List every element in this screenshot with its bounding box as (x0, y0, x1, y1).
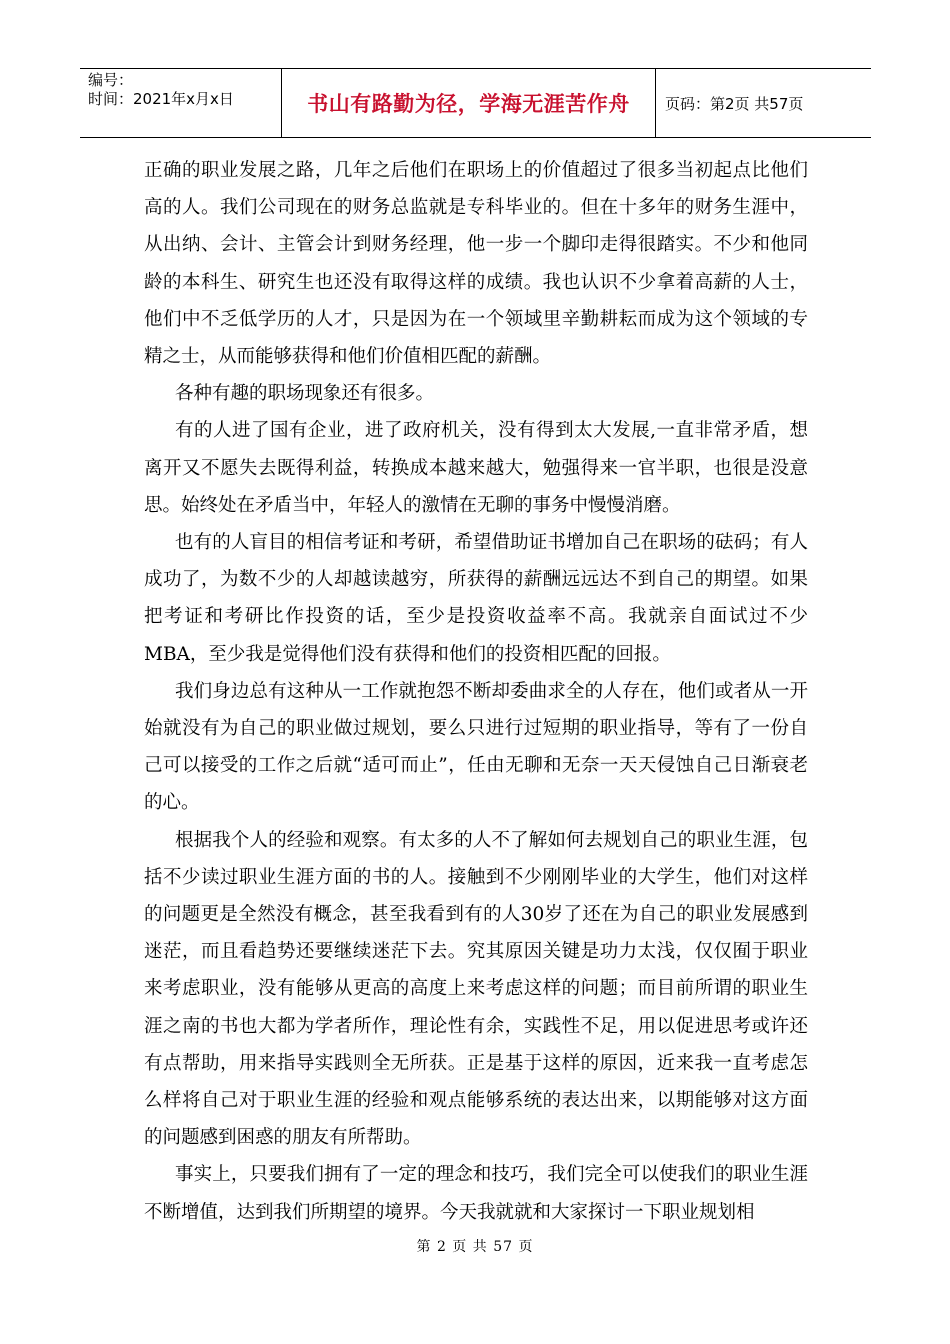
page-footer: 第 2 页 共 57 页 (416, 1239, 534, 1255)
paragraph: 有的人进了国有企业，进了政府机关，没有得到太大发展,一直非常矛盾，想离开又不愿失去既得利益，转换成本越来越大，勉强得来一官半职，也很是没意思。始终处在矛盾当中，年轻人的激情在无聊的事务中慢慢消磨。 (144, 420, 808, 516)
paragraph: 根据我个人的经验和观察。有太多的人不了解如何去规划自己的职业生涯，包括不少读过职业生涯方面的书的人。接触到不少刚刚毕业的大学生，他们对这样的问题更是全然没有概念，甚至我看到有的人30岁了还在为自己的职业发展感到迷茫，而且看趋势还要继续迷茫下去。究其原因关键是功力太浅，仅仅囿于职业来考虑职业，没有能够从更高的高度上来考虑这样的问题；而目前所谓的职业生涯之南的书也大都为学者所作，理论性有余，实践性不足，用以促进思考或许还有点帮助，用来指导实践则全无所获。正是基于这样的原因，近来我一直考虑怎么样将自己对于职业生涯的经验和观点能够系统的表达出来，以期能够对这方面的问题感到困惑的朋友有所帮助。 (144, 829, 808, 1149)
date-label: 时间：2021年x月x日 (88, 90, 234, 108)
paragraph: 各种有趣的职场现象还有很多。 (175, 383, 435, 405)
header-meta (80, 69, 282, 137)
paragraph: 我们身边总有这种从一工作就抱怨不断却委曲求全的人存在，他们或者从一开始就没有为自己的职业做过规划，要么只进行过短期的职业指导，等有了一份自己可以接受的工作之后就“适可而止”，任由无聊和无奈一天天侵蚀自己日渐衰老的心。 (144, 680, 808, 814)
code-label: 编号： (88, 71, 134, 89)
header-motto: 书山有路勤为径，学海无涯苦作舟 (282, 69, 656, 137)
paragraph: 事实上，只要我们拥有了一定的理念和技巧，我们完全可以使我们的职业生涯不断增值，达到我们所期望的境界。今天我就就和大家探讨一下职业规划相 (144, 1164, 808, 1223)
header-page-info: 页码：第2页 共57页 (665, 94, 804, 113)
paragraph: 也有的人盲目的相信考证和考研，希望借助证书增加自己在职场的砝码；有人成功了，为数不少的人却越读越穷，所获得的薪酬远远达不到自己的期望。如果把考证和考研比作投资的话，至少是投资收益率不高。我就亲自面试过不少MBA，至少我是觉得他们没有获得和他们的投资相匹配的回报。 (144, 532, 808, 665)
document-body (144, 152, 808, 1231)
page-header (80, 68, 871, 138)
paragraph-continued: 正确的职业发展之路，几年之后他们在职场上的价值超过了很多当初起点比他们高的人。我们公司现在的财务总监就是专科毕业的。但在十多年的财务生涯中，从出纳、会计、主管会计到财务经理，他一步一个脚印走得很踏实。不少和他同龄的本科生、研究生也还没有取得这样的成绩。我也认识不少拿着高薪的人士，他们中不乏低学历的人才，只是因为在一个领域里辛勤耕耘而成为这个领域的专精之士，从而能够获得和他们价值相匹配的薪酬。 (144, 160, 808, 368)
